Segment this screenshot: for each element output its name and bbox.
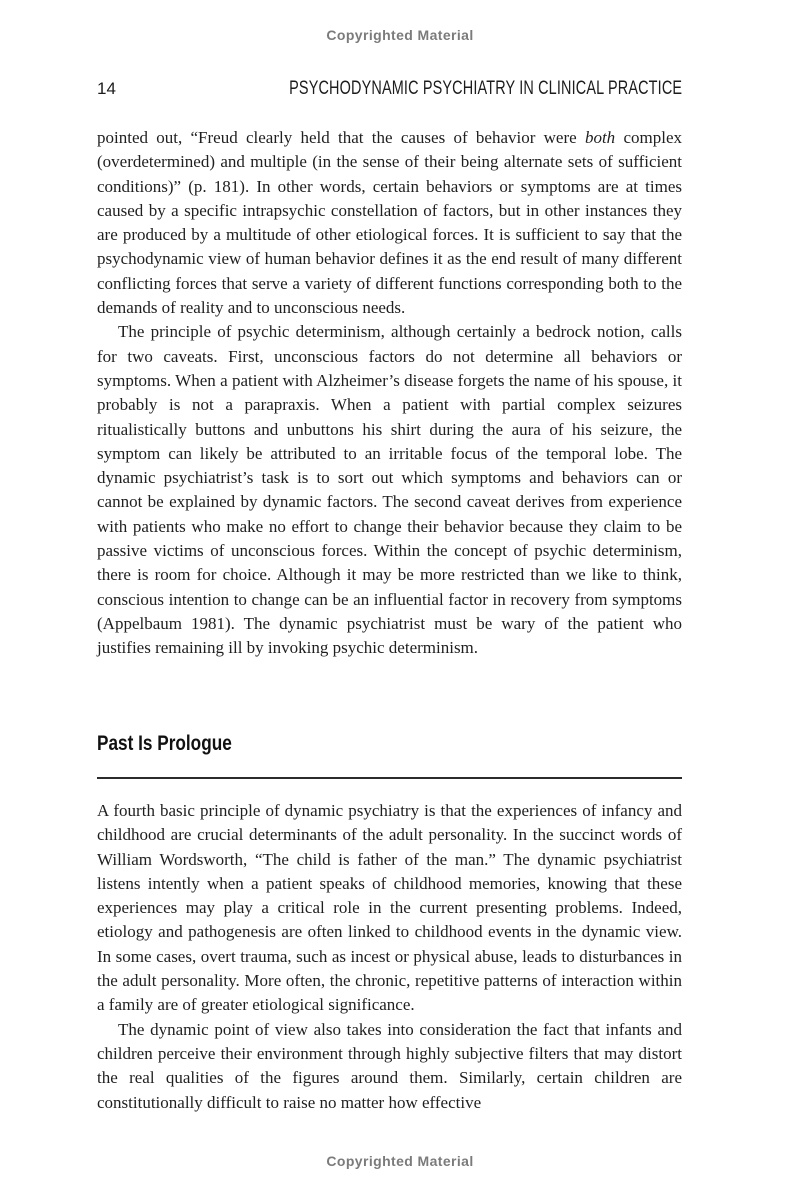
body-text-upper xyxy=(97,126,682,661)
page-number: 14 xyxy=(97,79,116,98)
paragraph-2: The principle of psychic determinism, although certainly a bedrock notion, calls for two caveats. First, unconscious factors do not determine all behaviors or symptoms. When a patient with Alzheimer’s disease forgets the name of his spouse, it probably is not a parapraxis. When a patient with partial complex seizures ritualistically buttons and unbuttons his shirt during the aura of his seizure, the symptom can likely be attributed to an irritable focus of the temporal lobe. The dynamic psychiatrist’s task is to sort out which symptoms and behaviors can or cannot be explained by dynamic factors. The second caveat derives from experience with patients who make no effort to change their behavior because they claim to be passive victims of unconscious forces. Within the concept of psychic determinism, there is room for choice. Although it may be more restricted than we like to think, conscious intention to change can be an influential factor in recovery from symptoms (Appelbaum 1981). The dynamic psychiatrist must be wary of the patient who justifies remaining ill by invoking psychic determinism. xyxy=(97,322,682,658)
section-heading: Past Is Prologue xyxy=(97,731,232,755)
paragraph-1 xyxy=(97,126,682,320)
copyright-notice-top: Copyrighted Material xyxy=(326,27,474,43)
running-head: PSYCHODYNAMIC PSYCHIATRY IN CLINICAL PRACTICE xyxy=(288,78,682,99)
copyright-notice-bottom: Copyrighted Material xyxy=(326,1153,474,1169)
paragraph-1-italic-word: both xyxy=(584,128,616,147)
paragraph-4: The dynamic point of view also takes into consideration the fact that infants and children perceive their environment through highly subjective filters that may distort the real qualities of the figures around them. Similarly, certain children are constitutionally difficult to raise no matter how effective xyxy=(97,1019,682,1112)
paragraph-1-text: pointed out, “Freud clearly held that the causes of behavior were xyxy=(97,128,585,147)
section-heading-block xyxy=(97,731,682,779)
section-rule xyxy=(97,777,682,779)
paragraph-1-text-continued: complex (overdetermined) and multiple (in the sense of their being alternate sets of sufficient conditions)” (p. 181). In other words, certain behaviors or symptoms are at times caused by a specific intrapsychic constellation of factors, but in other instances they are produced by a multitude of other etiological forces. It is sufficient to say that the psychodynamic view of human behavior defines it as the end result of many different conflicting forces that serve a variety of different functions corresponding both to the demands of reality and to unconscious needs. xyxy=(97,128,682,318)
body-text-lower xyxy=(97,799,682,1115)
paragraph-3: A fourth basic principle of dynamic psychiatry is that the experiences of infancy and childhood are crucial determinants of the adult personality. In the succinct words of William Wordsworth, “The child is father of the man.” The dynamic psychiatrist listens intently when a patient speaks of childhood memories, knowing that these experiences may play a critical role in the current presenting problems. Indeed, etiology and pathogenesis are often linked to childhood events in the dynamic view. In some cases, overt trauma, such as incest or physical abuse, leads to disturbances in the adult personality. More often, the chronic, repetitive patterns of interaction within a family are of greater etiological significance. xyxy=(97,801,682,1015)
page-header xyxy=(97,78,682,99)
